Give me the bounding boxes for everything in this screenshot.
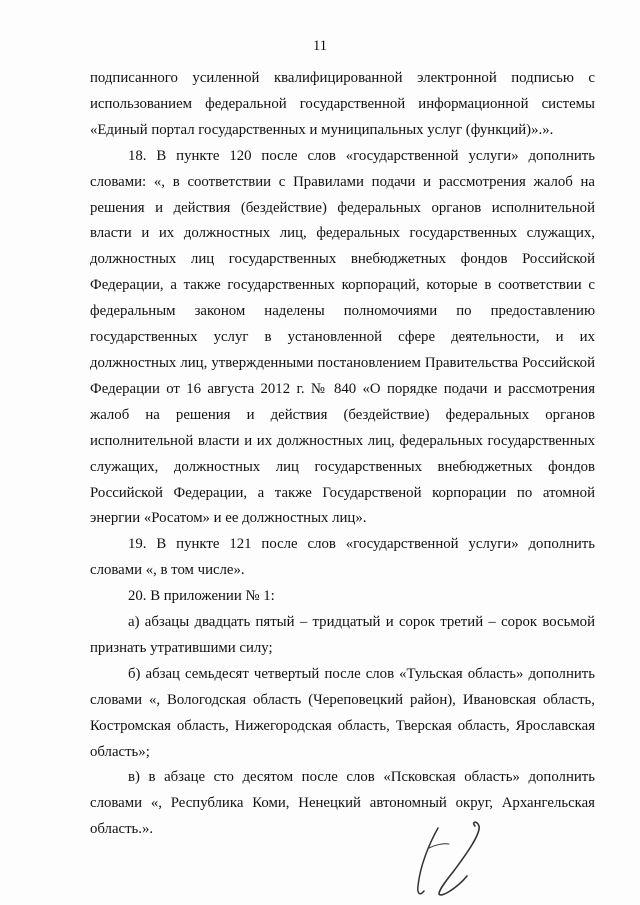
paragraph-subitem-v: в) в абзаце сто десятом после слов «Псковская область» дополнить словами «, Республика Коми, Ненецкий автономный округ, Архангельская область.». (90, 769, 595, 838)
page-number: 11 (313, 38, 327, 54)
paragraph-subitem-a: а) абзацы двадцать пятый – тридцатый и сорок третий – сорок восьмой признать утратившими силу; (90, 614, 595, 656)
document-body (90, 66, 595, 843)
paragraph-continuation: подписанного усиленной квалифицированной электронной подписью с использованием федеральной государственной информационной системы «Единый портал государственных и муниципальных услуг (функций)».». (90, 70, 595, 138)
paragraph-item-20: 20. В приложении № 1: (128, 588, 275, 605)
paragraph-subitem-b: б) абзац семьдесят четвертый после слов «Тульская область» дополнить словами «, Вологодская область (Череповецкий район), Ивановская область, Костромская область, Нижегородская область, Тверская область, Ярославская область»; (90, 665, 595, 760)
paragraph-item-19: 19. В пункте 121 после слов «государственной услуги» дополнить словами «, в том числе». (90, 536, 595, 579)
handwritten-signature-icon (405, 818, 495, 900)
paragraph-item-18: 18. В пункте 120 после слов «государственной услуги» дополнить словами: «, в соответствии с Правилами подачи и рассмотрения жалоб на решения и действия (бездействие) федеральных органов исполнительной власти и их должностных лиц, федеральных государственных служащих, должностных лиц государственных внебюджетных фондов Российской Федерации, а также государственных корпораций, которые в соответствии с федеральным законом наделены полномочиями по предоставлению государственных услуг в установленной сфере деятельности, и их должностных лиц, утвержденными постановлением Правительства Российской Федерации от 16 августа 2012 г. № 840 «О порядке подачи и рассмотрения жалоб на решения и действия (бездействие) федеральных органов исполнительной власти и их должностных лиц, федеральных государственных служащих, должностных лиц государственных внебюджетных фондов Российской Федерации, а также Государственой корпорации по атомной энергии «Росатом» и ее должностных лиц». (90, 147, 595, 527)
